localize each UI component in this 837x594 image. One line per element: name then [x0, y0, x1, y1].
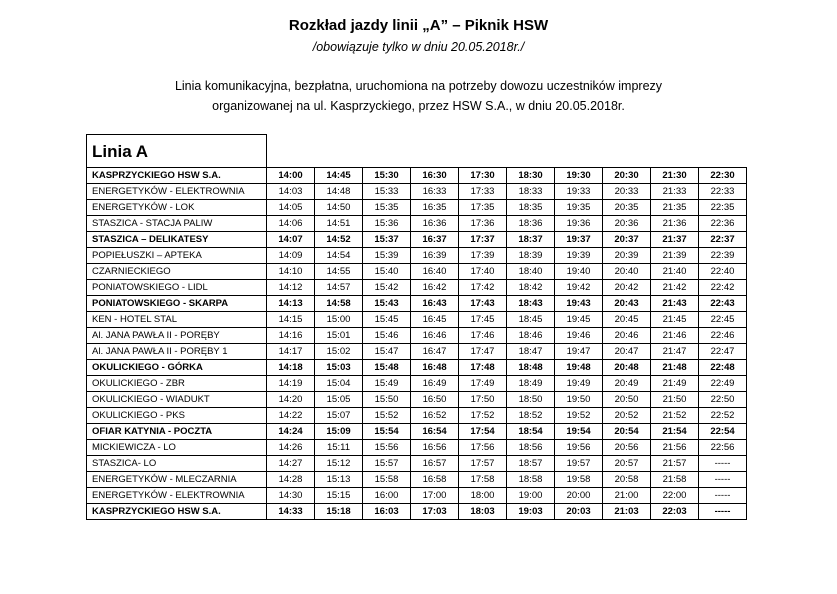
- departure-time: 19:58: [555, 472, 603, 488]
- departure-time: 21:45: [651, 312, 699, 328]
- departure-time: 21:46: [651, 328, 699, 344]
- departure-time: 17:40: [459, 264, 507, 280]
- departure-time: 19:50: [555, 392, 603, 408]
- departure-time: 20:48: [603, 360, 651, 376]
- departure-time: 19:48: [555, 360, 603, 376]
- stop-name: ENERGETYKÓW - ELEKTROWNIA: [87, 488, 267, 504]
- departure-time: 21:40: [651, 264, 699, 280]
- departure-time: 17:46: [459, 328, 507, 344]
- departure-time: 21:47: [651, 344, 699, 360]
- departure-time: 14:54: [315, 248, 363, 264]
- departure-time: 14:09: [267, 248, 315, 264]
- stop-name: CZARNIECKIEGO: [87, 264, 267, 280]
- departure-time: 16:35: [411, 200, 459, 216]
- departure-time: 20:40: [603, 264, 651, 280]
- departure-time: 18:56: [507, 440, 555, 456]
- departure-time: 14:05: [267, 200, 315, 216]
- departure-time: 21:52: [651, 408, 699, 424]
- table-row: [87, 200, 747, 216]
- departure-time: 21:56: [651, 440, 699, 456]
- departure-time: 15:03: [315, 360, 363, 376]
- departure-time: 22:00: [651, 488, 699, 504]
- departure-time: 15:40: [363, 264, 411, 280]
- departure-time: 22:40: [699, 264, 747, 280]
- departure-time: 18:37: [507, 232, 555, 248]
- departure-time: 18:50: [507, 392, 555, 408]
- departure-time: 22:46: [699, 328, 747, 344]
- departure-time: 22:47: [699, 344, 747, 360]
- departure-time: 15:02: [315, 344, 363, 360]
- departure-time: 21:50: [651, 392, 699, 408]
- departure-time: 14:00: [267, 168, 315, 184]
- header-empty-area: [267, 135, 747, 168]
- departure-time: 21:37: [651, 232, 699, 248]
- departure-time: 19:37: [555, 232, 603, 248]
- stop-name: POPIEŁUSZKI – APTEKA: [87, 248, 267, 264]
- departure-time: 17:42: [459, 280, 507, 296]
- departure-time: 22:45: [699, 312, 747, 328]
- departure-time: 15:46: [363, 328, 411, 344]
- departure-time: 15:11: [315, 440, 363, 456]
- departure-time: 16:30: [411, 168, 459, 184]
- departure-time: 22:56: [699, 440, 747, 456]
- departure-time: 19:46: [555, 328, 603, 344]
- departure-time: 16:56: [411, 440, 459, 456]
- departure-time: 16:46: [411, 328, 459, 344]
- departure-time: 16:40: [411, 264, 459, 280]
- stop-name: ENERGETYKÓW - LOK: [87, 200, 267, 216]
- departure-time: 14:55: [315, 264, 363, 280]
- schedule-table: [86, 134, 747, 520]
- departure-time: 21:35: [651, 200, 699, 216]
- departure-time: 14:22: [267, 408, 315, 424]
- departure-time: 15:39: [363, 248, 411, 264]
- departure-time: 18:49: [507, 376, 555, 392]
- departure-time: 14:52: [315, 232, 363, 248]
- departure-time: 15:18: [315, 504, 363, 520]
- table-row: [87, 440, 747, 456]
- stop-name: Al. JANA PAWŁA II - PORĘBY 1: [87, 344, 267, 360]
- departure-time: 16:37: [411, 232, 459, 248]
- departure-time: 21:36: [651, 216, 699, 232]
- table-row: [87, 168, 747, 184]
- table-row: [87, 392, 747, 408]
- departure-time: 17:39: [459, 248, 507, 264]
- departure-time: 17:37: [459, 232, 507, 248]
- departure-time: 20:30: [603, 168, 651, 184]
- departure-time: 15:37: [363, 232, 411, 248]
- departure-time: 16:58: [411, 472, 459, 488]
- departure-time: 21:33: [651, 184, 699, 200]
- table-row: [87, 248, 747, 264]
- departure-time: 20:47: [603, 344, 651, 360]
- document-subtitle: /obowiązuje tylko w dniu 20.05.2018r./: [312, 40, 525, 54]
- departure-time: 18:48: [507, 360, 555, 376]
- departure-time: 20:35: [603, 200, 651, 216]
- departure-time: 19:47: [555, 344, 603, 360]
- departure-time: 20:46: [603, 328, 651, 344]
- departure-time: 18:54: [507, 424, 555, 440]
- departure-time: 18:39: [507, 248, 555, 264]
- departure-time: 14:26: [267, 440, 315, 456]
- departure-time: 19:30: [555, 168, 603, 184]
- stop-name: STASZICA - STACJA PALIW: [87, 216, 267, 232]
- departure-time: 15:54: [363, 424, 411, 440]
- departure-time: 15:04: [315, 376, 363, 392]
- stop-name: OKULICKIEGO - PKS: [87, 408, 267, 424]
- departure-time: 15:12: [315, 456, 363, 472]
- departure-time: 17:45: [459, 312, 507, 328]
- stop-name: ENERGETYKÓW - MLECZARNIA: [87, 472, 267, 488]
- departure-time: 15:48: [363, 360, 411, 376]
- departure-time: 19:39: [555, 248, 603, 264]
- departure-time: 17:03: [411, 504, 459, 520]
- document-title: Rozkład jazdy linii „A” – Piknik HSW: [288, 17, 549, 34]
- departure-time: 16:33: [411, 184, 459, 200]
- departure-time: 20:45: [603, 312, 651, 328]
- table-row: [87, 184, 747, 200]
- departure-time: 20:50: [603, 392, 651, 408]
- stop-name: OFIAR KATYNIA - POCZTA: [87, 424, 267, 440]
- departure-time: 21:30: [651, 168, 699, 184]
- departure-time: 19:43: [555, 296, 603, 312]
- departure-time: 15:30: [363, 168, 411, 184]
- departure-time: 15:07: [315, 408, 363, 424]
- departure-time: 14:57: [315, 280, 363, 296]
- departure-time: 17:00: [411, 488, 459, 504]
- departure-time: 14:15: [267, 312, 315, 328]
- departure-time: 15:56: [363, 440, 411, 456]
- departure-time: 15:13: [315, 472, 363, 488]
- departure-time: 15:50: [363, 392, 411, 408]
- table-row: [87, 264, 747, 280]
- departure-time: 14:48: [315, 184, 363, 200]
- departure-time: 14:16: [267, 328, 315, 344]
- departure-time: 18:36: [507, 216, 555, 232]
- departure-time: -----: [699, 456, 747, 472]
- table-row: [87, 360, 747, 376]
- departure-time: 19:36: [555, 216, 603, 232]
- departure-time: 21:43: [651, 296, 699, 312]
- departure-time: 16:00: [363, 488, 411, 504]
- departure-time: 14:17: [267, 344, 315, 360]
- departure-time: -----: [699, 504, 747, 520]
- departure-time: 20:54: [603, 424, 651, 440]
- departure-time: 15:45: [363, 312, 411, 328]
- departure-time: 15:58: [363, 472, 411, 488]
- departure-time: 18:46: [507, 328, 555, 344]
- table-row: [87, 216, 747, 232]
- departure-time: 20:42: [603, 280, 651, 296]
- departure-time: 16:50: [411, 392, 459, 408]
- departure-time: 15:00: [315, 312, 363, 328]
- departure-time: 20:58: [603, 472, 651, 488]
- departure-time: 21:49: [651, 376, 699, 392]
- departure-time: 17:57: [459, 456, 507, 472]
- departure-time: 14:07: [267, 232, 315, 248]
- departure-time: 15:15: [315, 488, 363, 504]
- departure-time: 14:28: [267, 472, 315, 488]
- departure-time: 22:36: [699, 216, 747, 232]
- departure-time: 20:00: [555, 488, 603, 504]
- departure-time: 14:58: [315, 296, 363, 312]
- departure-time: 19:56: [555, 440, 603, 456]
- table-row: [87, 328, 747, 344]
- departure-time: 21:58: [651, 472, 699, 488]
- departure-time: 14:24: [267, 424, 315, 440]
- departure-time: 19:03: [507, 504, 555, 520]
- departure-time: 19:45: [555, 312, 603, 328]
- table-row: [87, 456, 747, 472]
- departure-time: 19:00: [507, 488, 555, 504]
- departure-time: 18:45: [507, 312, 555, 328]
- stop-name: OKULICKIEGO - WIADUKT: [87, 392, 267, 408]
- departure-time: 17:49: [459, 376, 507, 392]
- schedule-header-row: [87, 135, 747, 168]
- departure-time: 17:36: [459, 216, 507, 232]
- departure-time: 15:33: [363, 184, 411, 200]
- departure-time: 22:52: [699, 408, 747, 424]
- departure-time: 20:43: [603, 296, 651, 312]
- departure-time: 14:10: [267, 264, 315, 280]
- departure-time: 19:54: [555, 424, 603, 440]
- document-description: [0, 76, 837, 116]
- table-row: [87, 296, 747, 312]
- table-row: [87, 504, 747, 520]
- departure-time: 17:56: [459, 440, 507, 456]
- departure-time: 22:54: [699, 424, 747, 440]
- departure-time: 22:42: [699, 280, 747, 296]
- table-row: [87, 232, 747, 248]
- departure-time: 18:30: [507, 168, 555, 184]
- table-row: [87, 312, 747, 328]
- table-row: [87, 376, 747, 392]
- departure-time: 15:49: [363, 376, 411, 392]
- departure-time: 15:52: [363, 408, 411, 424]
- departure-time: 17:50: [459, 392, 507, 408]
- departure-time: 17:43: [459, 296, 507, 312]
- departure-time: 18:57: [507, 456, 555, 472]
- description-line-2: organizowanej na ul. Kasprzyckiego, przez HSW S.A., w dniu 20.05.2018r.: [212, 99, 625, 113]
- line-label: Linia A: [87, 135, 267, 168]
- departure-time: 20:56: [603, 440, 651, 456]
- departure-time: 22:49: [699, 376, 747, 392]
- table-row: [87, 424, 747, 440]
- departure-time: 16:36: [411, 216, 459, 232]
- departure-time: 14:33: [267, 504, 315, 520]
- departure-time: 20:39: [603, 248, 651, 264]
- departure-time: 21:00: [603, 488, 651, 504]
- departure-time: -----: [699, 488, 747, 504]
- table-row: [87, 344, 747, 360]
- departure-time: 22:39: [699, 248, 747, 264]
- departure-time: 20:33: [603, 184, 651, 200]
- departure-time: 14:45: [315, 168, 363, 184]
- table-row: [87, 280, 747, 296]
- departure-time: 18:43: [507, 296, 555, 312]
- departure-time: 17:52: [459, 408, 507, 424]
- departure-time: 18:47: [507, 344, 555, 360]
- departure-time: 14:27: [267, 456, 315, 472]
- stop-name: OKULICKIEGO - GÓRKA: [87, 360, 267, 376]
- departure-time: 14:18: [267, 360, 315, 376]
- departure-time: 22:48: [699, 360, 747, 376]
- departure-time: 21:42: [651, 280, 699, 296]
- departure-time: 15:35: [363, 200, 411, 216]
- departure-time: 22:30: [699, 168, 747, 184]
- departure-time: 19:57: [555, 456, 603, 472]
- departure-time: 18:40: [507, 264, 555, 280]
- departure-time: 15:36: [363, 216, 411, 232]
- departure-time: 20:49: [603, 376, 651, 392]
- departure-time: 21:54: [651, 424, 699, 440]
- departure-time: 16:39: [411, 248, 459, 264]
- departure-time: 20:37: [603, 232, 651, 248]
- departure-time: 21:48: [651, 360, 699, 376]
- departure-time: 14:19: [267, 376, 315, 392]
- departure-time: 15:09: [315, 424, 363, 440]
- departure-time: 18:42: [507, 280, 555, 296]
- stop-name: KEN - HOTEL STAL: [87, 312, 267, 328]
- departure-time: 16:57: [411, 456, 459, 472]
- stop-name: STASZICA- LO: [87, 456, 267, 472]
- departure-time: 20:36: [603, 216, 651, 232]
- departure-time: 17:33: [459, 184, 507, 200]
- departure-time: 14:03: [267, 184, 315, 200]
- departure-time: 21:57: [651, 456, 699, 472]
- table-row: [87, 472, 747, 488]
- stop-name: MICKIEWICZA - LO: [87, 440, 267, 456]
- departure-time: 19:40: [555, 264, 603, 280]
- departure-time: 14:20: [267, 392, 315, 408]
- departure-time: 14:50: [315, 200, 363, 216]
- departure-time: 20:57: [603, 456, 651, 472]
- departure-time: 18:58: [507, 472, 555, 488]
- description-line-1: Linia komunikacyjna, bezpłatna, uruchomiona na potrzeby dowozu uczestników imprezy: [174, 79, 663, 93]
- stop-name: PONIATOWSKIEGO - SKARPA: [87, 296, 267, 312]
- departure-time: 18:35: [507, 200, 555, 216]
- departure-time: 18:00: [459, 488, 507, 504]
- departure-time: 17:54: [459, 424, 507, 440]
- stop-name: OKULICKIEGO - ZBR: [87, 376, 267, 392]
- departure-time: 14:06: [267, 216, 315, 232]
- departure-time: 22:03: [651, 504, 699, 520]
- stop-name: PONIATOWSKIEGO - LIDL: [87, 280, 267, 296]
- departure-time: 22:33: [699, 184, 747, 200]
- stop-name: Al. JANA PAWŁA II - PORĘBY: [87, 328, 267, 344]
- departure-time: 17:47: [459, 344, 507, 360]
- departure-time: 21:03: [603, 504, 651, 520]
- departure-time: 16:43: [411, 296, 459, 312]
- departure-time: 22:50: [699, 392, 747, 408]
- departure-time: 14:30: [267, 488, 315, 504]
- departure-time: 18:52: [507, 408, 555, 424]
- departure-time: 19:52: [555, 408, 603, 424]
- departure-time: 22:35: [699, 200, 747, 216]
- departure-time: 15:43: [363, 296, 411, 312]
- departure-time: 14:12: [267, 280, 315, 296]
- stop-name: STASZICA – DELIKATESY: [87, 232, 267, 248]
- departure-time: 14:13: [267, 296, 315, 312]
- departure-time: 22:37: [699, 232, 747, 248]
- departure-time: 19:33: [555, 184, 603, 200]
- stop-name: KASPRZYCKIEGO HSW S.A.: [87, 504, 267, 520]
- departure-time: 15:05: [315, 392, 363, 408]
- departure-time: 16:42: [411, 280, 459, 296]
- stop-name: KASPRZYCKIEGO HSW S.A.: [87, 168, 267, 184]
- departure-time: 16:03: [363, 504, 411, 520]
- departure-time: 17:30: [459, 168, 507, 184]
- departure-time: 16:52: [411, 408, 459, 424]
- departure-time: 17:48: [459, 360, 507, 376]
- departure-time: 16:48: [411, 360, 459, 376]
- departure-time: 21:39: [651, 248, 699, 264]
- schedule-table-wrapper: [86, 134, 747, 520]
- departure-time: 16:45: [411, 312, 459, 328]
- departure-time: 16:54: [411, 424, 459, 440]
- departure-time: 15:57: [363, 456, 411, 472]
- departure-time: 14:51: [315, 216, 363, 232]
- departure-time: 18:03: [459, 504, 507, 520]
- departure-time: 19:49: [555, 376, 603, 392]
- departure-time: 17:58: [459, 472, 507, 488]
- departure-time: 15:42: [363, 280, 411, 296]
- departure-time: -----: [699, 472, 747, 488]
- table-row: [87, 408, 747, 424]
- departure-time: 22:43: [699, 296, 747, 312]
- departure-time: 17:35: [459, 200, 507, 216]
- stop-name: ENERGETYKÓW - ELEKTROWNIA: [87, 184, 267, 200]
- table-row: [87, 488, 747, 504]
- departure-time: 16:49: [411, 376, 459, 392]
- departure-time: 20:03: [555, 504, 603, 520]
- departure-time: 15:01: [315, 328, 363, 344]
- departure-time: 18:33: [507, 184, 555, 200]
- departure-time: 16:47: [411, 344, 459, 360]
- departure-time: 19:35: [555, 200, 603, 216]
- departure-time: 15:47: [363, 344, 411, 360]
- departure-time: 20:52: [603, 408, 651, 424]
- departure-time: 19:42: [555, 280, 603, 296]
